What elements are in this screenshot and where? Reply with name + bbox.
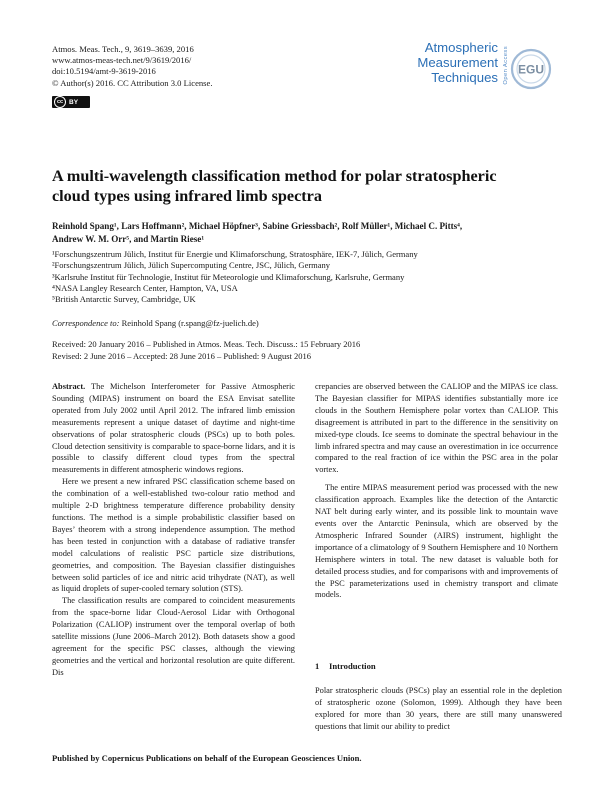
affiliation: ³Karlsruhe Institut für Technologie, Institut für Meteorologie und Klimaforschung, Karlsruhe, Germany bbox=[52, 271, 405, 282]
abstract-paragraph: The classification results are compared to coincident measurements from the space-borne lidar Cloud-Aerosol Lidar with Orthogonal Polarization (CALIOP) instrument over the temporal overlap of both satellite missions (June 2006–March 2012). Both datasets show a good agreement for the specific PSC classes, although the viewing geometries and the vertical and horizontal resolution are quite different. Dis bbox=[52, 596, 295, 677]
correspondence-label: Correspondence to: bbox=[52, 318, 120, 328]
journal-name: Atmospheric Measurement Techniques bbox=[417, 40, 498, 85]
affiliation: ¹Forschungszentrum Jülich, Institut für Energie und Klimaforschung, Stratosphäre, IEK-7, Jülich, Germany bbox=[52, 249, 418, 259]
authors-line-1: Reinhold Spang¹, Lars Hoffmann², Michael Höpfner³, Sabine Griessbach², Rolf Müller¹, Michael C. Pitts⁴, bbox=[52, 221, 463, 231]
affiliation: ⁴NASA Langley Research Center, Hampton, VA, USA bbox=[52, 282, 238, 293]
authors-line-2: Andrew W. M. Orr⁵, and Martin Riese¹ bbox=[52, 233, 205, 244]
author-list bbox=[52, 220, 562, 245]
abstract-paragraph: Abstract. The Michelson Interferometer for Passive Atmospheric Sounding (MIPAS) instrument on board the ESA Envisat satellite operated from July 2002 until April 2012. The infrared limb emission measurements represent a unique dataset of daytime and night-time observations of polar stratospheric clouds (PSCs) up to both poles. Cloud detection sensitivity is comparable to space-borne lidars, and it is possible to classify different cloud types from the spectral measurements in different atmospheric windows regions. bbox=[52, 382, 295, 475]
copyright-notice: © Author(s) 2016. CC Attribution 3.0 License. bbox=[52, 77, 213, 88]
section-title: Introduction bbox=[329, 661, 376, 671]
open-access-label: Open Access bbox=[503, 46, 509, 85]
publication-dates bbox=[52, 339, 360, 362]
article-url[interactable]: www.atmos-meas-tech.net/9/3619/2016/ bbox=[52, 55, 192, 66]
affiliation: ²Forschungszentrum Jülich, Jülich Supercomputing Centre, JSC, Jülich, Germany bbox=[52, 260, 331, 271]
introduction-paragraph: Polar stratospheric clouds (PSCs) play an essential role in the depletion of stratospheric ozone (Solomon, 1999). Although they have been explored for more than 30 years, there are still many unanswered questions that limit our ability to predict bbox=[315, 686, 562, 731]
affiliation: ⁵British Antarctic Survey, Cambridge, UK bbox=[52, 294, 196, 305]
doi[interactable]: doi:10.5194/amt-9-3619-2016 bbox=[52, 66, 156, 77]
journal-reference: Atmos. Meas. Tech., 9, 3619–3639, 2016 bbox=[52, 44, 194, 54]
paper-title: A multi-wavelength classification method for polar stratospheric cloud types using infrared limb spectra bbox=[52, 167, 497, 205]
svg-text:EGU: EGU bbox=[517, 62, 545, 77]
dates-revised: Revised: 2 June 2016 – Accepted: 28 June 2016 – Published: 9 August 2016 bbox=[52, 350, 311, 361]
affiliations bbox=[52, 249, 572, 305]
cc-license-icon[interactable] bbox=[52, 96, 90, 108]
abstract-column-right bbox=[315, 381, 558, 601]
cc-by-label: BY bbox=[69, 98, 79, 106]
abstract-paragraph: Here we present a new infrared PSC classification scheme based on the combination of a well-established two-colour ratio method and multiple 2-D brightness temperature difference probability density functions. The method is a simple probabilistic classifier based on Bayes’ theorem with a strong independence assumption. The method has been tested in conjunction with a database of radiative transfer model calculations of realistic PSC particle size distributions, geometries, and composition. The Bayesian classifier distinguishes between solid particles of ice and nitric acid trihydrate (NAT), as well as liquid droplets of super-cooled ternary solution (STS). bbox=[52, 477, 295, 594]
section-number: 1 bbox=[315, 661, 320, 671]
journal-logo bbox=[400, 40, 565, 100]
publisher-footer: Published by Copernicus Publications on behalf of the European Geosciences Union. bbox=[52, 753, 362, 763]
correspondence bbox=[52, 318, 259, 328]
abstract-column-left bbox=[52, 381, 295, 679]
section-heading bbox=[315, 661, 376, 671]
egu-logo-icon bbox=[510, 48, 552, 90]
abstract-label: Abstract. bbox=[52, 382, 86, 391]
dates-received: Received: 20 January 2016 – Published in Atmos. Meas. Tech. Discuss.: 15 February 2016 bbox=[52, 339, 361, 349]
article-metadata bbox=[52, 44, 213, 89]
cc-symbol: cc bbox=[54, 96, 66, 108]
abstract-paragraph: The entire MIPAS measurement period was processed with the new classification approach. Examples like the detection of the Antarctic NAT belt during early winter, and its possible link to mountain wave events over the Antarctic Peninsula, which are observed by the Atmospheric Infrared Sounder (AIRS) instrument, highlight the importance of a climatology of 9 Southern Hemisphere and 10 Northern Hemisphere winters in total. The new dataset is valuable both for detailed process studies, and for comparisons with and improvements of the PSC parameterizations used in chemistry transport and climate models. bbox=[315, 483, 558, 600]
abstract-paragraph: crepancies are observed between the CALIOP and the MIPAS ice class. The Bayesian classifier for MIPAS identifies substantially more ice clouds in the Southern Hemisphere polar vortex than CALIOP. This disagreement is attributed in part to the difference in the sensitivity on mixed-type clouds. Ice seems to dominate the spectral behaviour in the limb infrared spectra and may cause an overestimation in ice occurrence compared to the real fraction of ice within the PSC area in the polar vortex. bbox=[315, 382, 558, 475]
correspondence-contact[interactable]: Reinhold Spang (r.spang@fz-juelich.de) bbox=[119, 318, 259, 328]
